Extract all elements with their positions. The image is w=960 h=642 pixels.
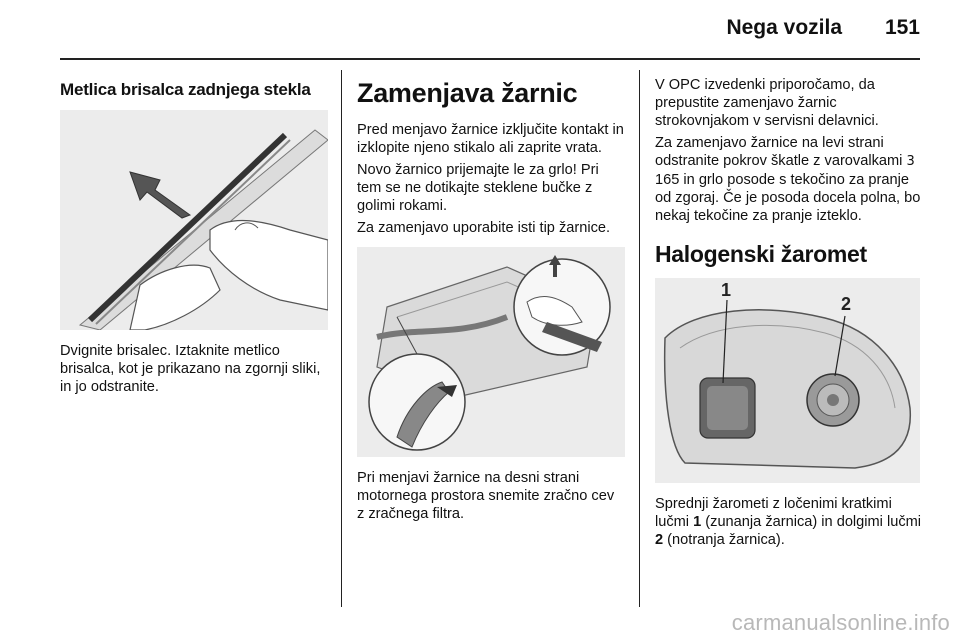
wiper-caption: Dvignite brisalec. Iztaknite metlico brisalca, kot je prikazano na zgornji sliki, in jo odstranite. — [60, 343, 321, 395]
engine-bay-illustration — [357, 247, 625, 457]
text-fragment: 2 — [655, 532, 664, 548]
column-divider-1 — [341, 70, 342, 607]
wiper-heading: Metlica brisalca zadnjega stekla — [60, 80, 311, 99]
column-1 — [60, 70, 328, 400]
paragraph: Pred menjavo žarnice izključite kontakt in izklopite njeno stikalo ali zaprite vrata. — [357, 122, 624, 156]
column-3 — [655, 70, 923, 553]
headlamp-caption — [655, 495, 923, 549]
callout-label-1: 1 — [721, 280, 732, 300]
page-header — [60, 14, 920, 46]
paragraph: V OPC izvedenki priporočamo, da prepustite zamenjavo žarnic strokovnjakom v servisni delavnici. — [655, 77, 879, 129]
column-divider-2 — [639, 70, 640, 607]
bulb-replacement-title: Zamenjava žarnic — [357, 78, 578, 108]
section-title: Nega vozila — [726, 16, 842, 39]
callout-label-2: 2 — [841, 294, 852, 314]
paragraph: Pri menjavi žarnice na desni strani motornega prostora snemite zračno cev z zračnega filtra. — [357, 470, 615, 522]
wiper-blade-illustration — [60, 110, 328, 330]
header-rule — [60, 58, 920, 60]
halogen-heading: Halogenski žaromet — [655, 241, 867, 267]
text-fragment: (notranja žarnica). — [663, 532, 785, 548]
text-fragment: Za zamenjavo žarnice na levi strani odstranite pokrov škatle z varovalkami — [655, 135, 903, 169]
text-fragment: Sprednji žarometi z ločenimi kratkimi lučmi — [655, 496, 892, 530]
fuse-paragraph — [655, 134, 923, 225]
headlamp-illustration — [655, 278, 920, 483]
text-fragment: (zunanja žarnica) in dolgimi lučmi — [701, 514, 922, 530]
column-2 — [357, 70, 625, 527]
page-reference-icon: 3 — [906, 154, 915, 169]
text-fragment: 1 — [693, 514, 702, 530]
paragraph: Novo žarnico prijemajte le za grlo! Pri tem se ne dotikajte steklene bučke z golimi rokami. — [357, 162, 599, 214]
paragraph: Za zamenjavo uporabite isti tip žarnice. — [357, 220, 611, 236]
watermark: carmanualsonline.info — [731, 610, 950, 635]
page-number: 151 — [884, 16, 920, 39]
text-fragment: 165 in grlo posode s tekočino za pranje od zgoraj. Če je posoda docela polna, bo nekaj tekočine za pranje izteklo. — [655, 172, 921, 224]
